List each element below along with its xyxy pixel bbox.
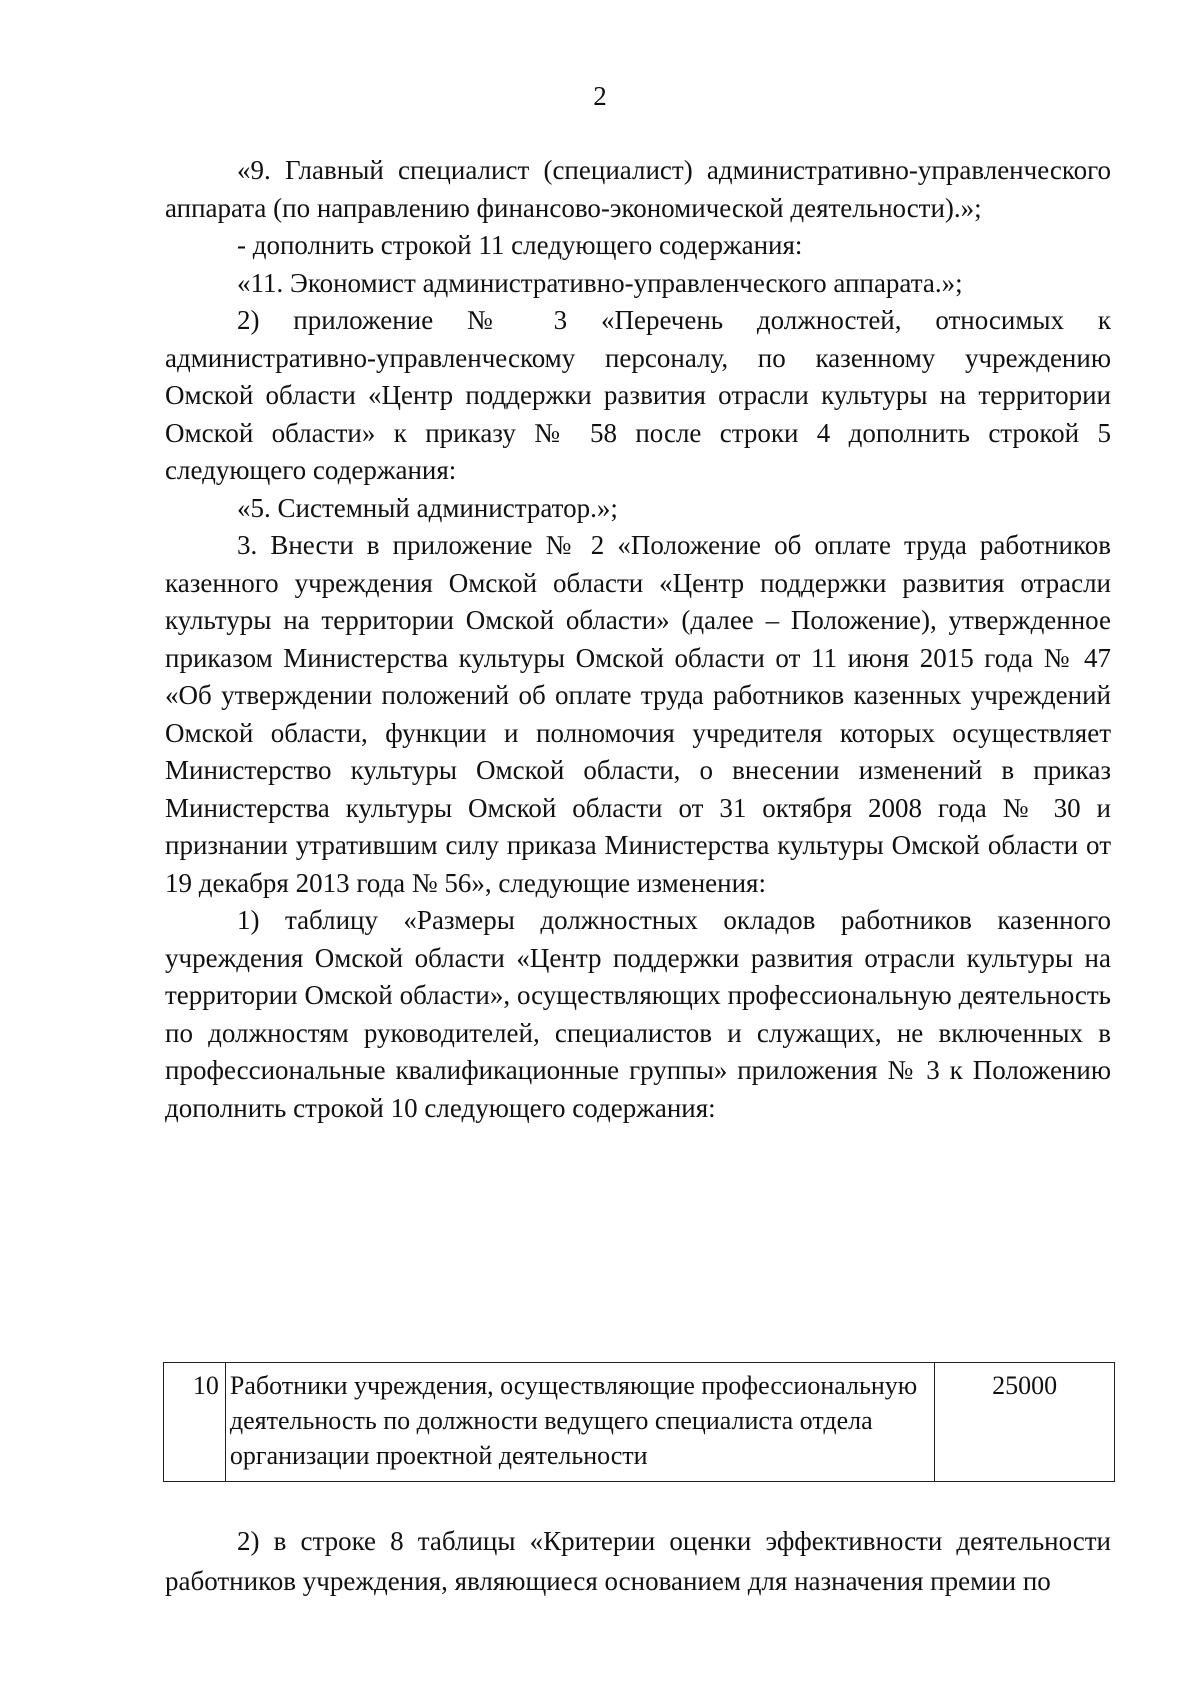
continuation-text	[165, 1521, 1111, 1601]
document-body	[165, 152, 1111, 1127]
row-amount-cell: 25000	[935, 1363, 1115, 1482]
paragraph-add-row-11: - дополнить строкой 11 следующего содержания:	[237, 230, 803, 260]
paragraph-item-5: «5. Системный администратор.»;	[237, 492, 618, 523]
page-number: 2	[593, 81, 607, 111]
row-number-cell: 10	[164, 1363, 226, 1482]
paragraph-section-3: 3. Внести в приложение № 2 «Положение об оплате труда работников казенного учреждения Омской области «Центр поддержки развития отрасли культуры на территории Омской области» (далее – Положение), утвержденное приказом Министерства культуры Омской области от 11 июня 2015 года № 47 «Об утверждении положений об оплате труда работников казенных учреждений Омской области, функции и полномочия учредителя которых осуществляет Министерство культуры Омской области, о внесении изменений в приказ Министерства культуры Омской области от 31 октября 2008 года № 30 и признании утратившим силу приказа Министерства культуры Омской области от 19 декабря 2013 года № 56», следующие изменения:	[165, 530, 1111, 898]
paragraph-item-11: «11. Экономист административно-управленческого аппарата.»;	[237, 267, 963, 298]
row-description-cell: Работники учреждения, осуществляющие профессиональную деятельность по должности ведущего специалиста отдела организации проектной деятельности	[225, 1363, 934, 1482]
paragraph-appendix-3: 2) приложение № 3 «Перечень должностей, относимых к административно-управленческому персоналу, по казенному учреждению Омской области «Центр поддержки развития отрасли культуры на территории Омской области» к приказу № 58 после строки 4 дополнить строкой 5 следующего содержания:	[165, 305, 1111, 485]
paragraph-item-9: «9. Главный специалист (специалист) административно-управленческого аппарата (по направлению финансово-экономической деятельности).»;	[165, 155, 1111, 223]
table-row	[164, 1363, 1115, 1482]
amendment-table	[163, 1362, 1115, 1482]
paragraph-table-amendment: 1) таблицу «Размеры должностных окладов работников казенного учреждения Омской области «Центр поддержки развития отрасли культуры на территории Омской области», осуществляющих профессиональную деятельность по должностям руководителей, специалистов и служащих, не включенных в профессиональные квалификационные группы» приложения № 3 к Положению дополнить строкой 10 следующего содержания:	[165, 905, 1111, 1123]
paragraph-row-8: 2) в строке 8 таблицы «Критерии оценки эффективности деятельности работников учреждения, являющиеся основанием для назначения премии по	[165, 1526, 1111, 1596]
